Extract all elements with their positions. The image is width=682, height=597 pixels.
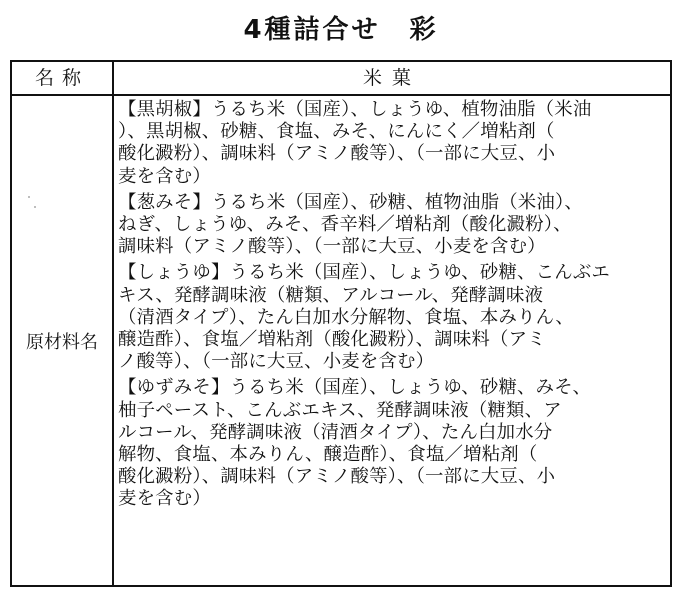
ingredient-item-green-onion-miso: [118, 192, 666, 259]
page-title: 4種詰合せ 彩: [243, 15, 439, 45]
ingredient-line: 柚子ペースト、こんぶエキス、発酵調味液（糖類、ア: [118, 399, 562, 421]
ingredient-line: （清酒タイプ）、たん白加水分解物、食塩、本みりん、: [118, 306, 574, 328]
ingredient-line: 【黒胡椒】うるち米（国産）、しょうゆ、植物油脂（米油: [118, 99, 592, 120]
ingredient-line: ねぎ、しょうゆ、みそ、香辛料／増粘剤（酸化澱粉）、: [118, 214, 572, 236]
ingredient-line: 酸化澱粉）、調味料（アミノ酸等）、（一部に大豆、小: [118, 466, 556, 488]
ingredient-line: 【葱みそ】うるち米（国産）、砂糖、植物油脂（米油）、: [118, 191, 583, 213]
ingredient-line: ノ酸等）、（一部に大豆、小麦を含む）: [118, 351, 435, 373]
ingredient-item-soy-sauce: [118, 262, 666, 373]
column-divider: [112, 62, 114, 585]
ingredient-line: 解物、食塩、本みりん、醸造酢）、食塩／増粘剤（: [118, 444, 538, 466]
ingredient-line: 酸化澱粉）、調味料（アミノ酸等）、（一部に大豆、小: [118, 143, 556, 165]
ingredient-line: 【ゆずみそ】うるち米（国産）、しょうゆ、砂糖、みそ、: [118, 377, 592, 399]
ingredients-row-label: 原材料名: [26, 331, 98, 353]
ingredient-item-yuzu-miso: [118, 377, 666, 510]
ingredient-label-table: [10, 60, 672, 587]
ingredient-line: 調味料（アミノ酸等）、（一部に大豆、小麦を含む）: [118, 236, 546, 258]
ingredient-line: 麦を含む）: [118, 488, 211, 510]
scan-speck: [28, 196, 30, 198]
ingredient-line: キス、発酵調味液（糖類、アルコール、発酵調味液: [118, 284, 544, 306]
ingredient-line: ）、黒胡椒、砂糖、食塩、みそ、にんにく／増粘剤（: [118, 121, 555, 143]
table-header-row: [12, 62, 670, 96]
header-product-cell: 米菓: [362, 67, 421, 89]
scan-speck: [34, 206, 36, 208]
header-name-cell: 名称: [34, 67, 89, 89]
ingredient-line: 【しょうゆ】うるち米（国産）、しょうゆ、砂糖、こんぶエ: [118, 262, 611, 284]
ingredient-item-black-pepper: [118, 99, 666, 188]
ingredient-line: 麦を含む）: [118, 165, 211, 187]
ingredient-line: 醸造酢）、食塩／増粘剤（酸化澱粉）、調味料（アミ: [118, 329, 546, 351]
ingredients-content: [118, 99, 666, 515]
ingredient-line: ルコール、発酵調味液（清酒タイプ）、たん白加水分: [118, 421, 553, 443]
